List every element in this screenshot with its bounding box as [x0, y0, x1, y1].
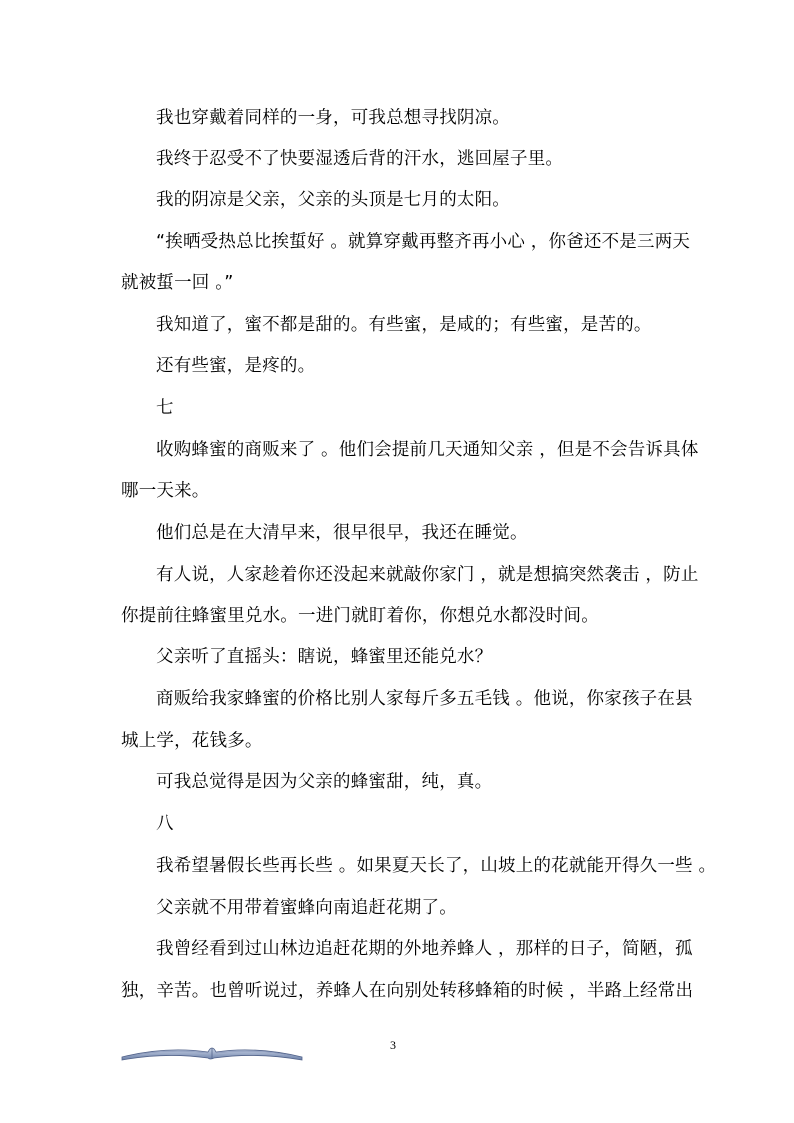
- paragraph-line: 我的阴凉是父亲，父亲的头顶是七月的太阳。: [156, 190, 510, 210]
- paragraph-line: 城上学，花钱多。: [121, 731, 263, 751]
- paragraph-line: 他们总是在大清早来，很早很早，我还在睡觉。: [156, 523, 528, 543]
- paragraph-line: 还有些蜜，是疼的。: [156, 356, 316, 376]
- paragraph-line: “挨晒受热总比挨蜇好 。就算穿戴再整齐再小心 ，你爸还不是三两天: [156, 232, 691, 252]
- paragraph-line: 可我总觉得是因为父亲的蜂蜜甜，纯，真。: [156, 772, 493, 792]
- paragraph-line: 我终于忍受不了快要湿透后背的汗水，逃回屋子里。: [156, 149, 564, 169]
- paragraph-line: 父亲听了直摇头：瞎说，蜂蜜里还能兑水？: [156, 647, 493, 667]
- section-heading: 八: [156, 814, 174, 834]
- open-book-icon: [116, 1038, 306, 1062]
- paragraph-line: 商贩给我家蜂蜜的价格比别人家每斤多五毛钱 。他说，你家孩子在县: [156, 689, 693, 709]
- paragraph-line: 父亲就不用带着蜜蜂向南追赶花期了。: [156, 898, 457, 918]
- paragraph-line: 哪一天来。: [121, 481, 210, 501]
- paragraph-line: 我希望暑假长些再长些 。如果夏天长了，山坡上的花就能开得久一些 。: [156, 856, 717, 876]
- paragraph-line: 独，辛苦。也曾听说过，养蜂人在向别处转移蜂箱的时候 ，半路上经常出: [121, 981, 694, 1001]
- paragraph-line: 你提前往蜂蜜里兑水。一进门就盯着你，你想兑水都没时间。: [121, 606, 599, 626]
- paragraph-line: 我曾经看到过山林边追赶花期的外地养蜂人 ，那样的日子，简陋，孤: [156, 939, 693, 959]
- paragraph-line: 我知道了，蜜不都是甜的。有些蜜，是咸的；有些蜜，是苦的。: [156, 315, 652, 335]
- paragraph-line: 收购蜂蜜的商贩来了 。他们会提前几天通知父亲 ，但是不会告诉具体: [156, 440, 699, 460]
- paragraph-line: 我也穿戴着同样的一身，可我总想寻找阴凉。: [156, 108, 510, 128]
- section-heading: 七: [156, 398, 174, 418]
- page-number: 3: [390, 1038, 396, 1052]
- paragraph-line: 有人说，人家趁着你还没起来就敲你家门 ，就是想搞突然袭击 ，防止: [156, 565, 699, 585]
- paragraph-line: 就被蜇一回 。”: [121, 273, 234, 293]
